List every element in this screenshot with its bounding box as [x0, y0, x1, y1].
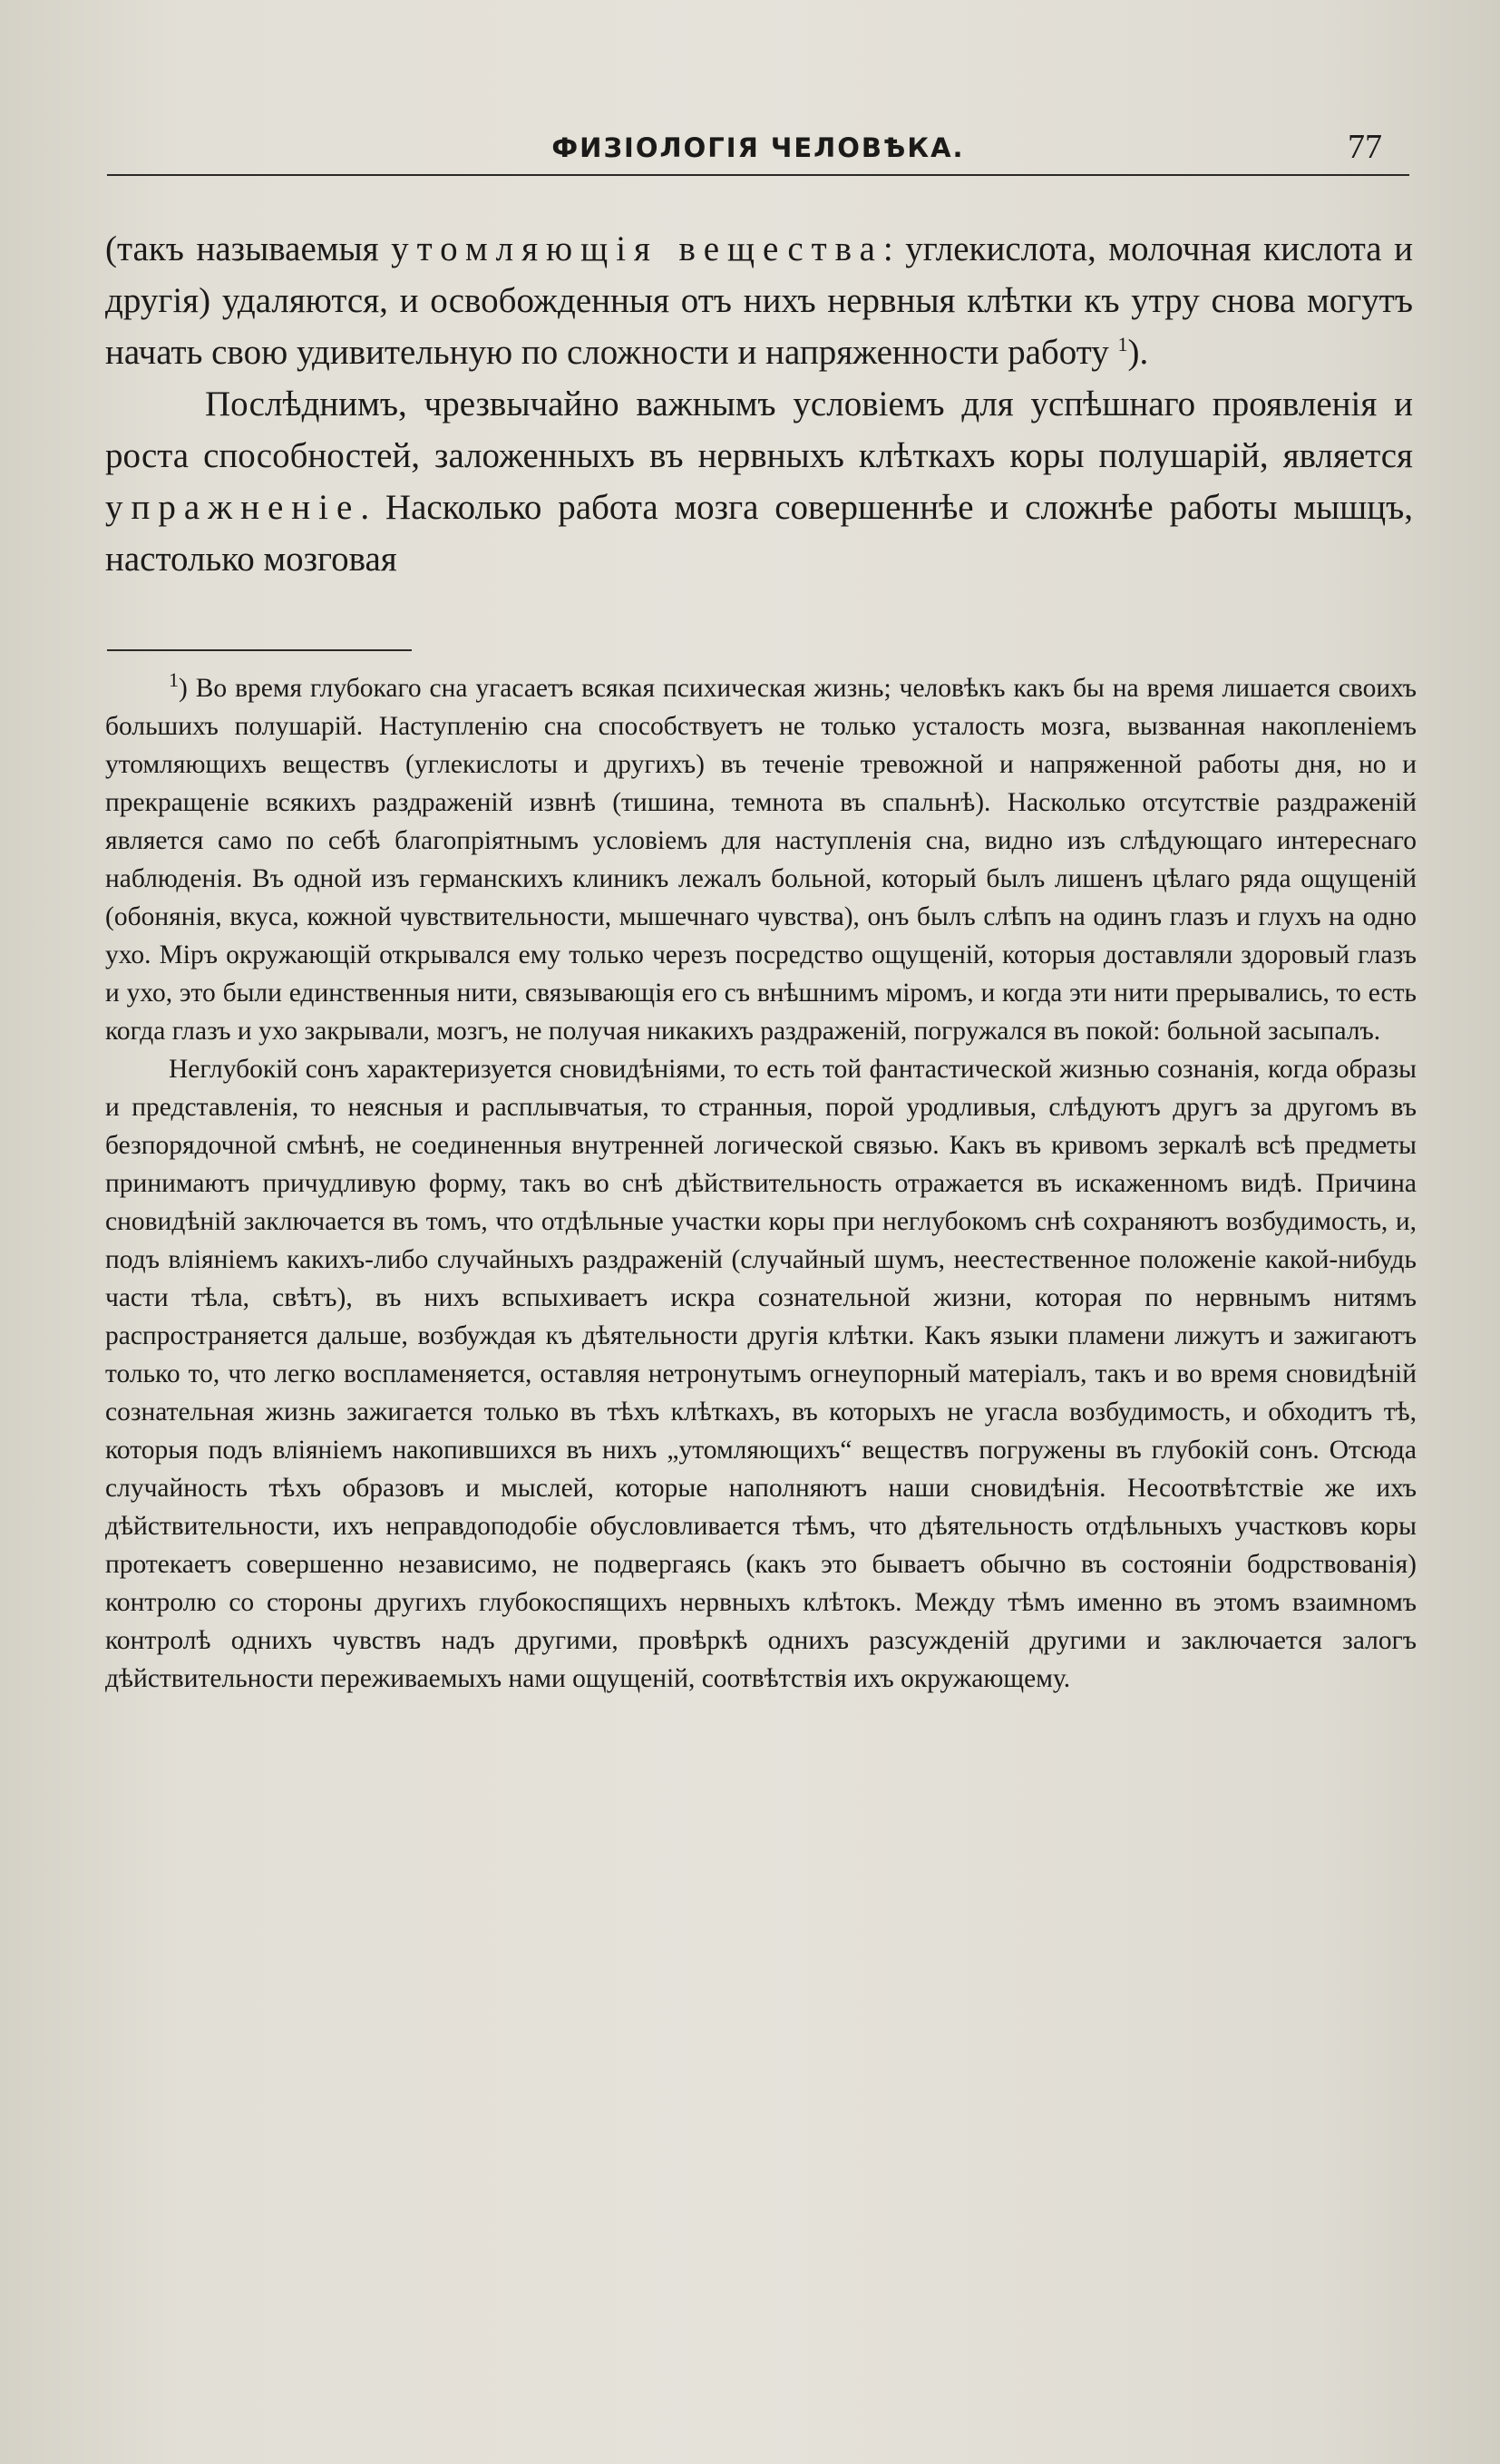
footnote-marker: 1 [169, 668, 179, 692]
footnotes [105, 669, 1417, 1698]
spaced-term-fatigue-substances: утомляющiя вещества [391, 229, 883, 268]
main-paragraph-2 [105, 378, 1413, 585]
footnote-separator [107, 649, 412, 651]
footnote-paragraph-1-text: ) Во время глубокаго сна угасаетъ всякая психическая жизнь; человѣкъ какъ бы на время лишается своихъ большихъ полушарiй. Наступленiю сна способствуетъ не только усталость мозга, вызванная накопленiемъ утомляющихъ веществъ (углекислоты и другихъ) въ теченiе тревожной и напряженной работы дня, но и прекращенiе всякихъ раздраженiй извнѣ (тишина, темнота въ спальнѣ). Насколько отсутствiе раздраженiй является само по себѣ благопрiятнымъ условiемъ для наступленiя сна, видно изъ слѣдующаго интереснаго наблюденiя. Въ одной изъ германскихъ клиникъ лежалъ больной, который былъ лишенъ цѣлаго ряда ощущенiй (обонянiя, вкуса, кожной чувствительности, мышечнаго чувства), онъ былъ слѣпъ на одинъ глазъ и глухъ на одно ухо. Мiръ окружающiй открывался ему только черезъ посредство ощущенiй, которыя доставляли здоровый глазъ и ухо, это были единственныя нити, связывающiя его съ внѣшнимъ мiромъ, и когда эти нити прерывались, то есть когда глазъ и ухо закрывали, мозгъ, не получая никакихъ раздраженiй, погружался въ покой: больной засыпалъ. [105, 674, 1417, 1046]
main-paragraph-1-text-b: : углекислота, молочная кислота и другiя) удаляются, и освобожденныя отъ нихъ нервныя клѣтки къ утру снова могутъ начать свою удивительную по сложности и напряженности работу [105, 229, 1413, 372]
running-title: ФИЗIОЛОГIЯ ЧЕЛОВѢКА. [551, 132, 965, 163]
main-paragraph-1 [105, 223, 1413, 378]
page-number: 77 [1348, 128, 1382, 166]
main-paragraph-1-text-c: ). [1127, 333, 1149, 372]
page-header [107, 127, 1409, 176]
spaced-term-exercise: упражненiе [105, 488, 361, 527]
main-paragraph-2-text-b: . Насколько работа мозга совершеннѣе и сложнѣе работы мышцъ, настолько мозговая [105, 488, 1413, 579]
footnote-paragraph-2: Неглубокiй сонъ характеризуется сновидѣнiями, то есть той фантастической жизнью сознанiя, когда образы и представленiя, то неясныя и расплывчатыя, то странныя, порой уродливыя, слѣдуютъ другъ за другомъ въ безпорядочной смѣнѣ, не соединенныя внутренней логической связью. Какъ въ кривомъ зеркалѣ всѣ предметы принимаютъ причудливую форму, такъ во снѣ дѣйствительность отражается въ искаженномъ видѣ. Причина сновидѣнiй заключается въ томъ, что отдѣльные участки коры при неглубокомъ снѣ сохраняютъ возбудимость, и, подъ влiянiемъ какихъ-либо случайныхъ раздраженiй (случайный шумъ, неестественное положенiе какой-нибудь части тѣла, свѣтъ), въ нихъ вспыхиваетъ искра сознательной жизни, которая по нервнымъ нитямъ распространяется дальше, возбуждая къ дѣятельности другiя клѣтки. Какъ языки пламени лижутъ и зажигаютъ только то, что легко воспламеняется, оставляя нетронутымъ огнеупорный матерiалъ, такъ и во время сновидѣнiй сознательная жизнь зажигается только въ тѣхъ клѣткахъ, въ которыхъ не угасла возбудимость, и обходитъ тѣ, которыя подъ влiянiемъ накопившихся въ нихъ „утомляющихъ“ веществъ погружены въ глубокiй сонъ. Отсюда случайность тѣхъ образовъ и мыслей, которые наполняютъ наши сновидѣнiя. Несоотвѣтствiе же ихъ дѣйствительности, ихъ неправдоподобiе обусловливается тѣмъ, что дѣятельность отдѣльныхъ участковъ коры протекаетъ совершенно независимо, не подвергаясь (какъ это бываетъ обычно въ состоянiи бодрствованiя) контролю со стороны другихъ глубокоспящихъ нервныхъ клѣтокъ. Между тѣмъ именно въ этомъ взаимномъ контролѣ однихъ чувствъ надъ другими, провѣркѣ однихъ разсужденiй другими и заключается залогъ дѣйствительности переживаемыхъ нами ощущенiй, соотвѣтствiя ихъ окружающему. [105, 1055, 1417, 1693]
footnote-reference: 1 [1117, 333, 1128, 355]
footnote-paragraph-1 [105, 669, 1417, 1050]
main-paragraph-2-text-a: Послѣднимъ, чрезвычайно важнымъ условiемъ для успѣшнаго проявленiя и роста способностей, заложенныхъ въ нервныхъ клѣткахъ коры полушарiй, является [105, 385, 1413, 475]
main-text [105, 223, 1413, 585]
main-paragraph-1-text-a: (такъ называемыя [105, 229, 392, 268]
